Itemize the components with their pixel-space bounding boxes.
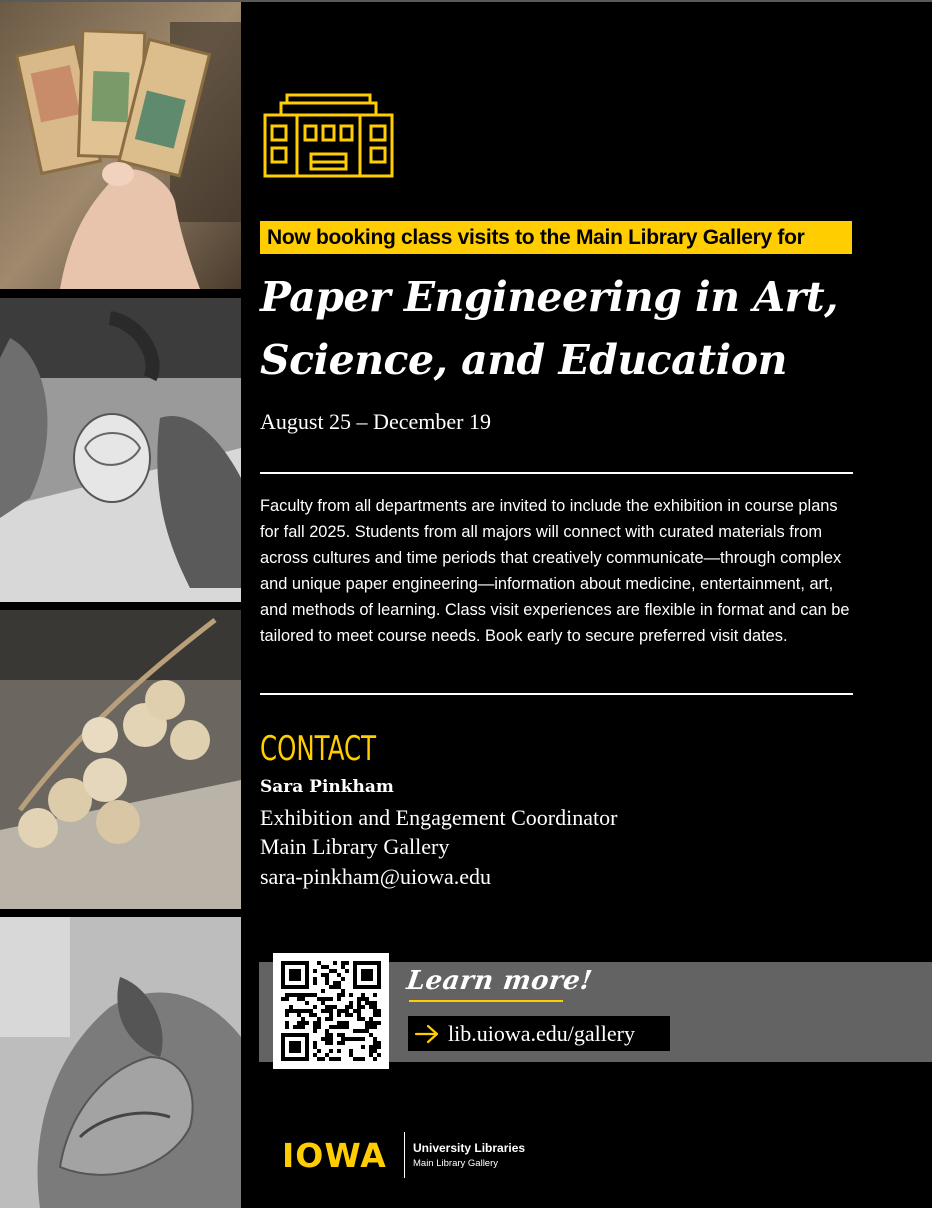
- contact-place: Main Library Gallery: [260, 834, 450, 859]
- gallery-link[interactable]: [408, 1016, 670, 1051]
- page-title: [260, 266, 880, 392]
- learn-more-label: Learn more!: [404, 966, 595, 996]
- contact-name: Sara Pinkham: [260, 777, 394, 797]
- photo-column: [0, 2, 241, 1208]
- photo-anatomy-book: [0, 917, 241, 1208]
- logo-divider: [404, 1132, 405, 1178]
- photo-paper-lanterns: [0, 610, 241, 909]
- iowa-logo: IOWA: [282, 1136, 387, 1175]
- qr-code-icon: [281, 961, 381, 1061]
- arrow-right-icon: [414, 1024, 440, 1044]
- building-icon: [263, 92, 394, 178]
- description: Faculty from all departments are invited to include the exhibition in course plans for fall 2025. Students from all majors will connect with curated materials from across cultures and time periods that creatively communicate—through complex and unique paper engineering—information about medicine, entertainment, art, and methods of learning. Class visit experiences are flexible in format and can be tailored to meet course needs. Book early to secure preferred visit dates.: [260, 497, 850, 645]
- exhibition-dates: August 25 – December 19: [260, 409, 491, 434]
- photo-playing-cards: [0, 2, 241, 289]
- contact-email[interactable]: sara-pinkham@uiowa.edu: [260, 864, 492, 889]
- title-line-1: Paper Engineering in Art,: [260, 273, 838, 321]
- contact-role: Exhibition and Engagement Coordinator: [260, 805, 618, 830]
- booking-banner: Now booking class visits to the Main Library Gallery for: [260, 221, 852, 254]
- learn-more-underline: [409, 1000, 563, 1002]
- gallery-url: lib.uiowa.edu/gallery: [448, 1020, 635, 1046]
- logo-university-libraries: University Libraries: [413, 1141, 526, 1155]
- photo-anatomy-popup: [0, 298, 241, 602]
- qr-code[interactable]: [273, 953, 389, 1069]
- title-line-2: Science, and Education: [260, 336, 787, 384]
- divider: [260, 693, 853, 695]
- contact-heading: CONTACT: [260, 729, 377, 769]
- divider: [260, 472, 853, 474]
- logo-main-library-gallery: Main Library Gallery: [413, 1158, 498, 1169]
